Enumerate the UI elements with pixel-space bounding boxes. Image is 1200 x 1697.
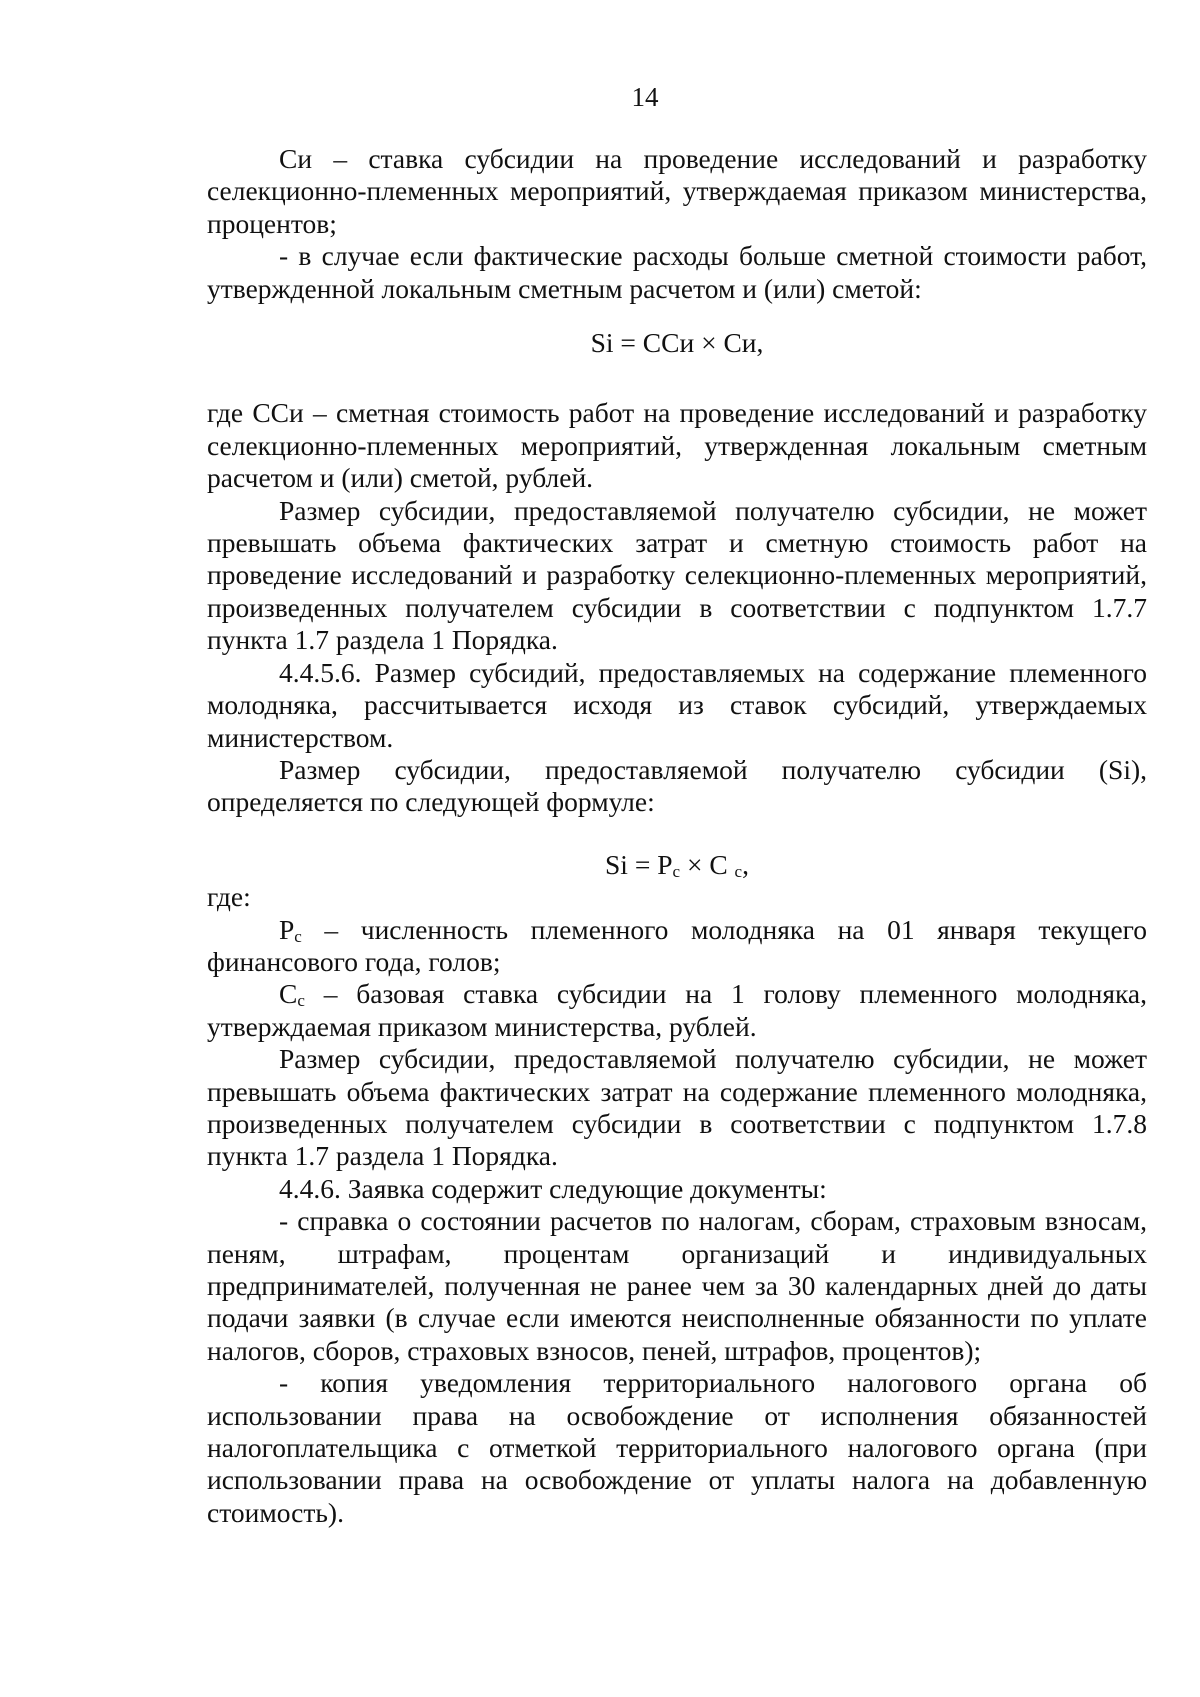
paragraph-si-rate: Си – ставка субсидии на проведение исследований и разработку селекционно-племенных мероприятий, утверждаемая приказом министерства, процентов;	[207, 143, 1147, 239]
formula-tail: ,	[742, 848, 749, 880]
pc-symbol: P	[279, 913, 295, 945]
formula-si-cci: Si = ССи × Си,	[590, 327, 764, 359]
paragraph-formula-intro: Размер субсидии, предоставляемой получателю субсидии (Si), определяется по следующей формуле:	[207, 753, 1147, 818]
formula-sub-2: c	[734, 861, 743, 881]
document-body	[207, 143, 1147, 1529]
formula-si-pc-cc	[207, 849, 1147, 881]
paragraph-4-4-5-6: 4.4.5.6. Размер субсидий, предоставляемых на содержание племенного молодняка, рассчитывается исходя из ставок субсидий, утверждаемых министерством.	[207, 656, 1147, 753]
page-number: 14	[631, 82, 659, 112]
formula-sub-1: c	[672, 861, 681, 881]
cc-subscript: c	[297, 991, 305, 1011]
paragraph-pc-definition	[207, 914, 1147, 979]
pc-subscript: c	[294, 926, 302, 946]
cc-symbol: C	[279, 978, 298, 1010]
paragraph-vat-notice-copy: - копия уведомления территориального налогового органа об использовании права на освобождение от исполнения обязанностей налогоплательщика с отметкой территориального налогового органа (при использовании права на освобождение от уплаты налога на добавленную стоимость).	[207, 1367, 1147, 1528]
paragraph-cci-definition: где ССи – сметная стоимость работ на проведение исследований и разработку селекционно-племенных мероприятий, утвержденная локальным сметным расчетом и (или) сметой, рублей.	[207, 397, 1147, 494]
cc-text: – базовая ставка субсидии на 1 голову племенного молодняка, утверждаемая приказом министерства, рублей.	[207, 978, 1147, 1042]
paragraph-subsidy-limit-research: Размер субсидии, предоставляемой получателю субсидии, не может превышать объема фактических затрат и сметную стоимость работ на проведение исследований и разработку селекционно-племенных мероприятий, произведенных получателем субсидии в соответствии с подпунктом 1.7.7 пункта 1.7 раздела 1 Порядка.	[207, 494, 1147, 656]
formula-lhs: Si = P	[605, 848, 673, 880]
paragraph-actual-costs-case: - в случае если фактические расходы больше сметной стоимости работ, утвержденной локальным сметным расчетом и (или) сметой:	[207, 240, 1147, 304]
paragraph-tax-certificate: - справка о состоянии расчетов по налогам, сборам, страховым взносам, пеням, штрафам, процентам организаций и индивидуальных предпринимателей, полученная не ранее чем за 30 календарных дней до даты подачи заявки (в случае если имеются неисполненные обязанности по уплате налогов, сборов, страховых взносов, пеней, штрафов, процентов);	[207, 1205, 1147, 1366]
formula-mid: × C	[680, 848, 735, 880]
paragraph-where: где:	[207, 881, 251, 913]
paragraph-4-4-6: 4.4.6. Заявка содержит следующие документы:	[279, 1172, 827, 1204]
paragraph-cc-definition	[207, 978, 1147, 1043]
paragraph-subsidy-limit-youngstock: Размер субсидии, предоставляемой получателю субсидии, не может превышать объема фактических затрат на содержание племенного молодняка, произведенных получателем субсидии в соответствии с подпунктом 1.7.8 пункта 1.7 раздела 1 Порядка.	[207, 1043, 1147, 1172]
pc-text: – численность племенного молодняка на 01 января текущего финансового года, голов;	[207, 913, 1147, 977]
